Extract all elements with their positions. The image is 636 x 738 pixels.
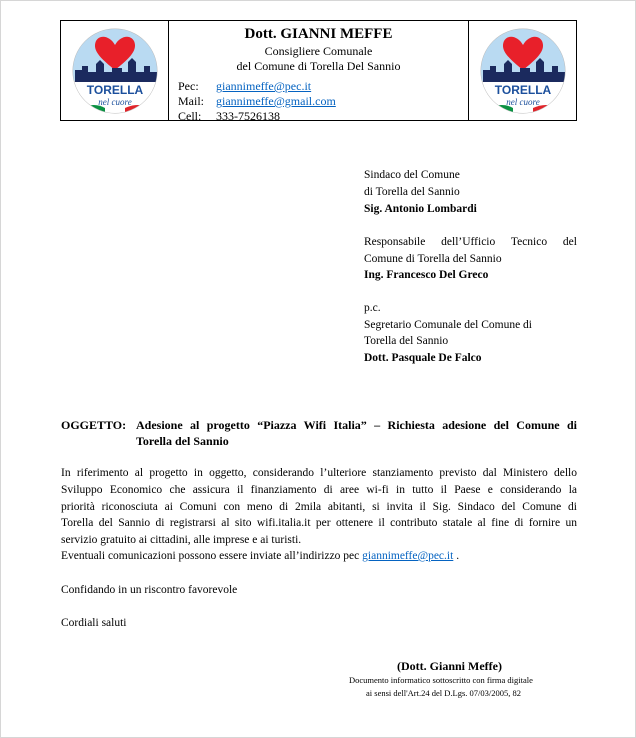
body-line: In riferimento al progetto in oggetto, considerando l’ulteriore stanziamento previsto dal Ministero dello (61, 467, 577, 479)
author-name: Dott. GIANNI MEFFE (244, 26, 393, 42)
body-line: Torella del Sannio di registrarsi al sito wifi.italia.it per ottenere il contributo statale al fine di fornire un (61, 517, 577, 529)
recipient-3-line: Torella del Sannio (364, 335, 449, 347)
subject-label: OGGETTO: (61, 418, 127, 432)
closing-line: Confidando in un riscontro favorevole (61, 584, 238, 596)
torella-logo-icon (70, 26, 160, 116)
contact-cell: Cell: 333-7526138 (178, 109, 280, 123)
svg-text:nel cuore: nel cuore (97, 96, 132, 107)
letterhead-center (169, 21, 468, 123)
logo-right (468, 21, 576, 120)
letterhead (60, 20, 577, 121)
recipient-2-name: Ing. Francesco Del Greco (364, 269, 489, 281)
pec-link[interactable]: giannimeffe@pec.it (216, 79, 312, 93)
recipient-3-pc: p.c. (364, 302, 381, 314)
contact-mail: Mail: giannimeffe@gmail.com (178, 94, 336, 108)
recipient-1-line: di Torella del Sannio (364, 186, 460, 198)
body-communications: Eventuali comunicazioni possono essere inviate all’indirizzo pec giannimeffe@pec.it . (61, 550, 460, 562)
torella-logo-icon (478, 26, 568, 116)
recipient-1-name: Sig. Antonio Lombardi (364, 203, 477, 215)
recipient-1-line: Sindaco del Comune (364, 169, 460, 181)
signature-note: Documento informatico sottoscritto con firma digitale (349, 675, 533, 685)
svg-text:nel cuore: nel cuore (505, 96, 540, 107)
body-line: priorità riconosciuta ai Comuni con meno di 2mila abitanti, si invita il Sig. Sindaco del Comune di (61, 501, 577, 513)
svg-text:TORELLA: TORELLA (86, 82, 143, 97)
author-role: Consigliere Comunale (264, 44, 373, 58)
contact-pec: Pec: giannimeffe@pec.it (178, 79, 312, 93)
mail-link[interactable]: giannimeffe@gmail.com (216, 94, 336, 108)
signature-name: (Dott. Gianni Meffe) (397, 659, 502, 673)
body-line: Sviluppo Economico che assicura il finanziamento di aree wi-fi in tutto il Paese e considerando la (61, 484, 577, 496)
pec-link[interactable]: giannimeffe@pec.it (362, 550, 454, 562)
body-line: servizio gratuito ai cittadini, alle imprese e ai turisti. (61, 534, 302, 546)
subject-text-cont: Torella del Sannio (136, 434, 229, 448)
svg-text:TORELLA: TORELLA (494, 82, 551, 97)
recipient-2-line: Comune di Torella del Sannio (364, 253, 502, 265)
recipient-2-line: Responsabile dell’Ufficio Tecnico del (364, 236, 577, 248)
logo-left (61, 21, 169, 120)
signature-note: ai sensi dell'Art.24 del D.Lgs. 07/03/2005, 82 (366, 688, 521, 698)
recipient-3-line: Segretario Comunale del Comune di (364, 319, 532, 331)
closing-greeting: Cordiali saluti (61, 617, 127, 629)
recipient-3-name: Dott. Pasquale De Falco (364, 352, 482, 364)
subject-text: Adesione al progetto “Piazza Wifi Italia” – Richiesta adesione del Comune di (136, 418, 577, 432)
author-comune: del Comune di Torella Del Sannio (236, 59, 401, 73)
